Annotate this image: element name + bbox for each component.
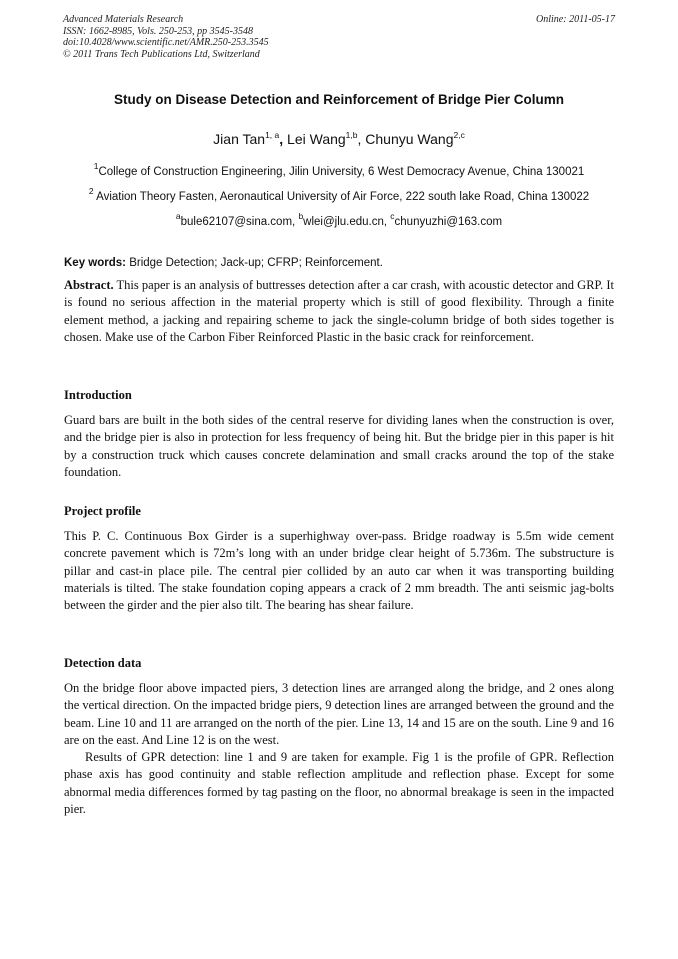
- abstract: [64, 277, 614, 346]
- doi-line: doi:10.4028/www.scientific.net/AMR.250-253.3545: [63, 37, 269, 48]
- section-paragraph: On the bridge floor above impacted piers, 3 detection lines are arranged along the bridge, and 2 ones along the vertical direction. On the impacted bridge piers, 9 detection lines are arranged between the ground and the beam. Line 10 and 11 are arranged on the north of the pier. Line 13, 14 and 15 are on the south. Line 9 and 16 are on the east. And Line 12 is on the west.: [64, 681, 614, 747]
- author-name: Lei Wang: [287, 131, 346, 147]
- journal-name: Advanced Materials Research: [63, 14, 184, 25]
- keywords-text: Bridge Detection; Jack-up; CFRP; Reinforcement.: [126, 257, 383, 269]
- affiliation-sup: 2: [88, 186, 94, 196]
- affiliation-text: Aviation Theory Fasten, Aeronautical University of Air Force, 222 south lake Road, China 130022: [93, 191, 590, 203]
- email-sup: c: [390, 211, 395, 221]
- keywords-label: Key words:: [64, 257, 126, 269]
- affiliation-2: [0, 186, 678, 203]
- copyright-line: © 2011 Trans Tech Publications Ltd, Switzerland: [63, 48, 260, 60]
- author-sup: 1,b: [345, 130, 358, 140]
- keywords: [64, 257, 383, 269]
- email-sup: b: [298, 211, 304, 221]
- section-paragraph: Guard bars are built in the both sides of the central reserve for dividing lanes when the construction is over, and the bridge pier is also in protection for less frequency of being hit. But the bridge pier in this paper is hit by a construction truck which causes concrete delamination and small cracks around the top of the stake foundation.: [64, 413, 614, 479]
- author-sup: 2,c: [453, 130, 465, 140]
- paper-title: Study on Disease Detection and Reinforcement of Bridge Pier Column: [113, 92, 565, 107]
- issn-line: ISSN: 1662-8985, Vols. 250-253, pp 3545-3548: [63, 25, 253, 37]
- email-address[interactable]: bule62107@sina.com: [180, 216, 293, 228]
- section-paragraph: Results of GPR detection: line 1 and 9 are taken for example. Fig 1 is the profile of GPR. Reflection phase axis has good continuity and stable reflection amplitude and reflection phase. Except for some abnormal media differences formed by tag pasting on the floor, no abnormal breakage is seen in the impacted pier.: [64, 750, 614, 816]
- author-sup: 1, a: [265, 130, 280, 140]
- journal-header: [63, 14, 615, 60]
- author-name: Chunyu Wang: [365, 131, 454, 147]
- author-list: Jian Tan$^{1, a}$, Lei Wang$^{1,b}$, Chunyu Wang$^{2,c}$: [213, 130, 465, 147]
- email-address[interactable]: chunyuzhi@163.com: [394, 216, 503, 228]
- section-heading: Introduction: [64, 388, 132, 402]
- email-line: $^a$bule62107@sina.com, $^b$wlei@jlu.edu.cn, $^c$chunyuzhi@163.com: [175, 211, 503, 228]
- affiliation-text: College of Construction Engineering, Jilin University, 6 West Democracy Avenue, China 130021: [98, 166, 585, 178]
- section-heading: Detection data: [64, 656, 142, 670]
- affiliation-sup: 1: [93, 161, 99, 171]
- email-address[interactable]: wlei@jlu.edu.cn: [303, 216, 384, 228]
- abstract-label: Abstract.: [64, 278, 114, 292]
- affiliation-1: [0, 161, 678, 178]
- author-name: Jian Tan: [213, 131, 266, 147]
- section-heading: Project profile: [64, 504, 141, 518]
- online-date: Online: 2011-05-17: [536, 14, 615, 25]
- email-sup: a: [175, 211, 181, 221]
- section-paragraph: This P. C. Continuous Box Girder is a superhighway over-pass. Bridge roadway is 5.5m wide cement concrete pavement which is 72m’s long with an under bridge clear height of 5.736m. The substructure is pillar and cast-in place pile. The central pier collided by an auto car when it was transporting building materials is tilted. The stake foundation coping appears a crack of 2 mm breadth. The anti seismic jag-bolts between the girder and the pier also tilt. The bearing has shear failure.: [64, 529, 614, 613]
- abstract-text: This paper is an analysis of buttresses detection after a car crash, with acoustic detector and GRP. It is found no serious affection in the material property which is still of good flexibility. Through a finite element method, a jacking and repairing scheme to jack the single-column bridge of both sides together is chosen. Make use of the Carbon Fiber Reinforced Plastic in the basic crack for reinforcement.: [64, 278, 614, 344]
